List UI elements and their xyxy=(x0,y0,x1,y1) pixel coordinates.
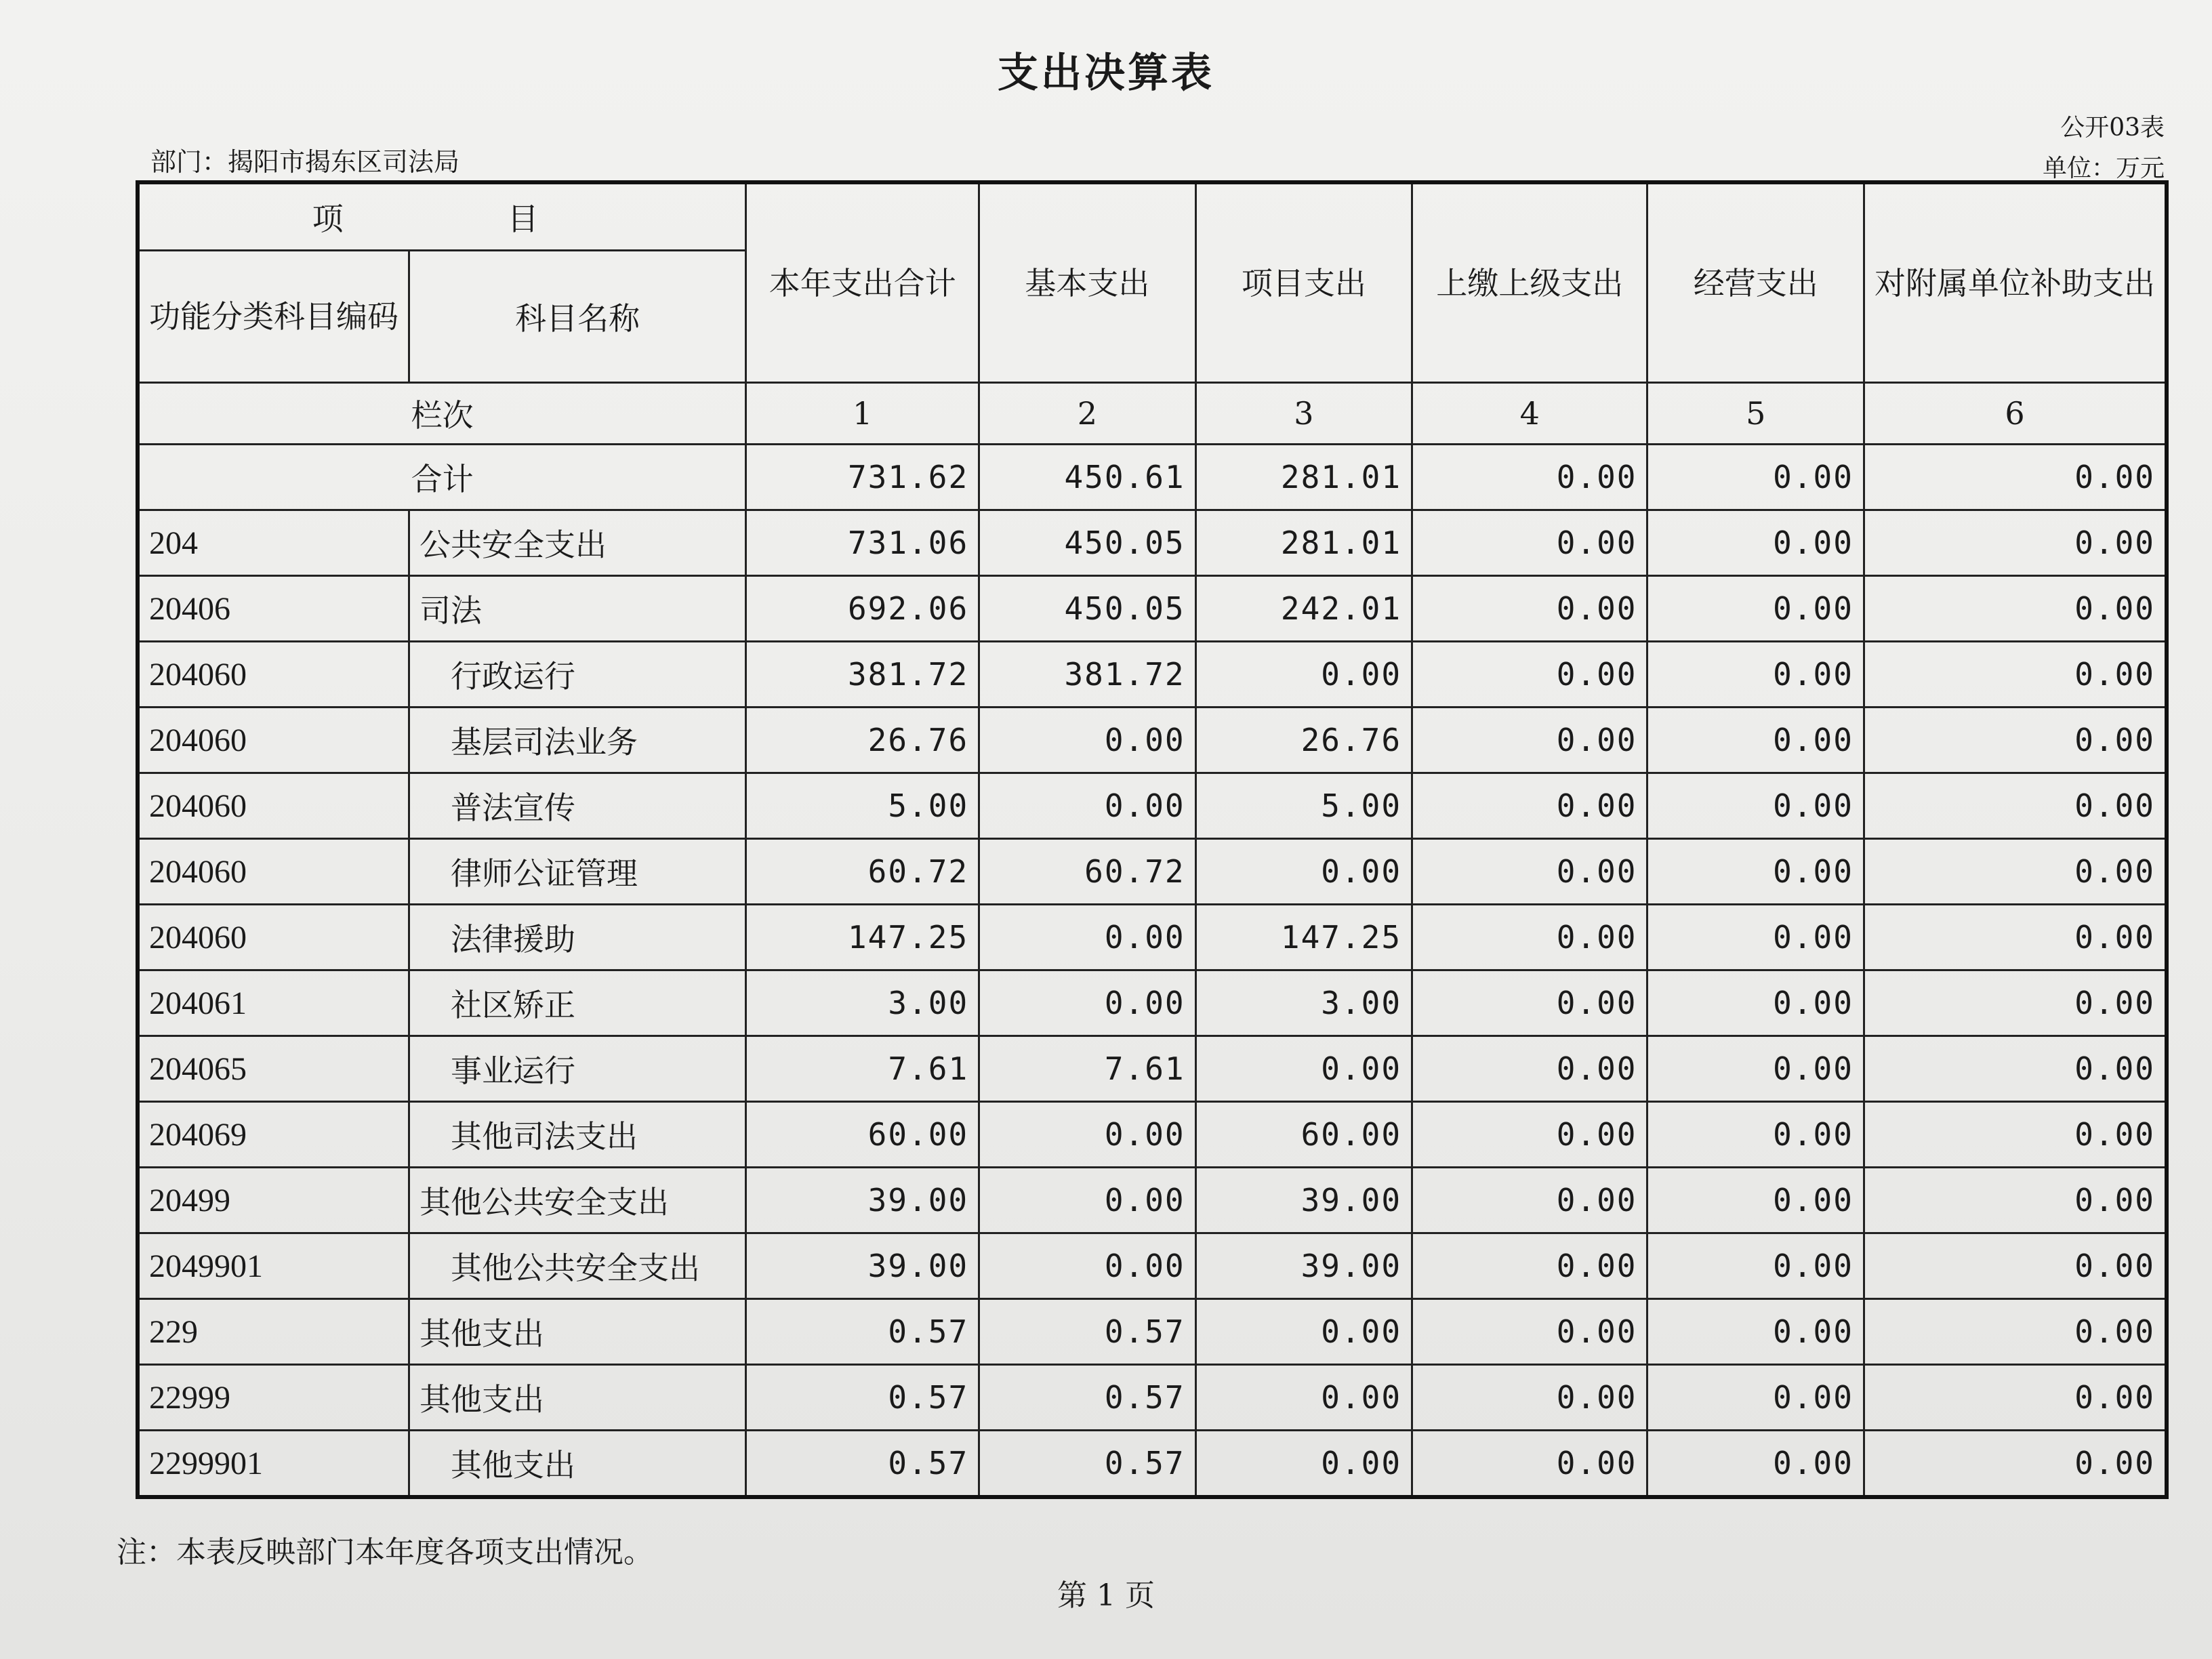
cell-subsidy-affiliates: 0.00 xyxy=(1864,1036,2167,1102)
cell-subsidy-affiliates: 0.00 xyxy=(1864,708,2167,773)
cell-remit-superior: 0.00 xyxy=(1412,905,1647,970)
table-row xyxy=(138,642,2167,708)
cell-subsidy-affiliates: 0.00 xyxy=(1864,510,2167,576)
row-name: 基层司法业务 xyxy=(409,708,746,773)
row-code: 204061 xyxy=(138,970,409,1036)
cell-subsidy-affiliates: 0.00 xyxy=(1864,1365,2167,1431)
cell-basic-expenditure: 0.57 xyxy=(979,1365,1195,1431)
cell-basic-expenditure: 381.72 xyxy=(979,642,1195,708)
row-name: 行政运行 xyxy=(409,642,746,708)
sequence-label: 栏次 xyxy=(138,383,746,445)
cell-remit-superior: 0.00 xyxy=(1412,1365,1647,1431)
row-name: 其他司法支出 xyxy=(409,1102,746,1168)
cell-project-expenditure: 281.01 xyxy=(1195,510,1412,576)
cell-subsidy-affiliates: 0.00 xyxy=(1864,1431,2167,1498)
cell-remit-superior: 0.00 xyxy=(1412,1102,1647,1168)
cell-operating-expenditure: 0.00 xyxy=(1647,1299,1864,1365)
expenditure-table xyxy=(136,180,2169,1499)
cell-operating-expenditure: 0.00 xyxy=(1647,839,1864,905)
cell-project-expenditure: 0.00 xyxy=(1195,839,1412,905)
table-row xyxy=(138,1299,2167,1365)
cell-total-expenditure: 3.00 xyxy=(746,970,979,1036)
total-label: 合计 xyxy=(138,445,746,510)
table-row xyxy=(138,1233,2167,1299)
cell-basic-expenditure: 0.00 xyxy=(979,708,1195,773)
cell-total-expenditure: 39.00 xyxy=(746,1233,979,1299)
cell-remit-superior: 0.00 xyxy=(1412,1233,1647,1299)
cell-remit-superior: 0.00 xyxy=(1412,1431,1647,1498)
cell-operating-expenditure: 0.00 xyxy=(1647,1365,1864,1431)
total-cell: 0.00 xyxy=(1412,445,1647,510)
cell-subsidy-affiliates: 0.00 xyxy=(1864,1168,2167,1233)
header-basic-expenditure: 基本支出 xyxy=(979,182,1195,383)
cell-operating-expenditure: 0.00 xyxy=(1647,1102,1864,1168)
header-project-expenditure: 项目支出 xyxy=(1195,182,1412,383)
cell-project-expenditure: 0.00 xyxy=(1195,1365,1412,1431)
cell-basic-expenditure: 0.57 xyxy=(979,1431,1195,1498)
cell-project-expenditure: 5.00 xyxy=(1195,773,1412,839)
cell-subsidy-affiliates: 0.00 xyxy=(1864,1233,2167,1299)
row-code: 204060 xyxy=(138,708,409,773)
sequence-cell: 1 xyxy=(746,383,979,445)
total-cell: 731.62 xyxy=(746,445,979,510)
form-number: 公开03表 xyxy=(2060,114,2165,142)
header-remit-superior: 上缴上级支出 xyxy=(1412,182,1647,383)
cell-operating-expenditure: 0.00 xyxy=(1647,576,1864,642)
cell-remit-superior: 0.00 xyxy=(1412,839,1647,905)
header-code: 功能分类科目编码 xyxy=(138,251,409,383)
row-name: 社区矫正 xyxy=(409,970,746,1036)
header-item: 项 目 xyxy=(138,182,746,251)
cell-remit-superior: 0.00 xyxy=(1412,1036,1647,1102)
row-name: 律师公证管理 xyxy=(409,839,746,905)
header-total-expenditure: 本年支出合计 xyxy=(746,182,979,383)
cell-project-expenditure: 3.00 xyxy=(1195,970,1412,1036)
footnote: 注：本表反映部门本年度各项支出情况。 xyxy=(117,1535,653,1570)
cell-basic-expenditure: 0.00 xyxy=(979,773,1195,839)
cell-total-expenditure: 60.72 xyxy=(746,839,979,905)
table-row xyxy=(138,1431,2167,1498)
row-code: 2049901 xyxy=(138,1233,409,1299)
cell-total-expenditure: 731.06 xyxy=(746,510,979,576)
row-name: 法律援助 xyxy=(409,905,746,970)
cell-basic-expenditure: 0.00 xyxy=(979,970,1195,1036)
cell-total-expenditure: 7.61 xyxy=(746,1036,979,1102)
row-name: 司法 xyxy=(409,576,746,642)
cell-subsidy-affiliates: 0.00 xyxy=(1864,1299,2167,1365)
sequence-cell: 4 xyxy=(1412,383,1647,445)
row-code: 204060 xyxy=(138,905,409,970)
cell-subsidy-affiliates: 0.00 xyxy=(1864,970,2167,1036)
cell-basic-expenditure: 0.00 xyxy=(979,1233,1195,1299)
cell-project-expenditure: 39.00 xyxy=(1195,1168,1412,1233)
row-code: 2299901 xyxy=(138,1431,409,1498)
row-code: 204060 xyxy=(138,773,409,839)
cell-total-expenditure: 0.57 xyxy=(746,1365,979,1431)
row-name: 事业运行 xyxy=(409,1036,746,1102)
cell-operating-expenditure: 0.00 xyxy=(1647,970,1864,1036)
cell-project-expenditure: 0.00 xyxy=(1195,1431,1412,1498)
header-subsidy-affiliates: 对附属单位补助支出 xyxy=(1864,182,2167,383)
table-row xyxy=(138,1365,2167,1431)
cell-operating-expenditure: 0.00 xyxy=(1647,642,1864,708)
cell-basic-expenditure: 0.57 xyxy=(979,1299,1195,1365)
row-code: 20499 xyxy=(138,1168,409,1233)
cell-total-expenditure: 26.76 xyxy=(746,708,979,773)
cell-operating-expenditure: 0.00 xyxy=(1647,905,1864,970)
cell-basic-expenditure: 450.05 xyxy=(979,576,1195,642)
total-cell: 0.00 xyxy=(1864,445,2167,510)
sequence-row xyxy=(138,383,2167,445)
cell-remit-superior: 0.00 xyxy=(1412,576,1647,642)
cell-project-expenditure: 242.01 xyxy=(1195,576,1412,642)
row-name: 其他支出 xyxy=(409,1365,746,1431)
cell-total-expenditure: 39.00 xyxy=(746,1168,979,1233)
cell-operating-expenditure: 0.00 xyxy=(1647,1168,1864,1233)
cell-total-expenditure: 381.72 xyxy=(746,642,979,708)
row-name: 其他支出 xyxy=(409,1299,746,1365)
total-cell: 0.00 xyxy=(1647,445,1864,510)
cell-total-expenditure: 692.06 xyxy=(746,576,979,642)
row-code: 204065 xyxy=(138,1036,409,1102)
table-row xyxy=(138,970,2167,1036)
cell-operating-expenditure: 0.00 xyxy=(1647,1233,1864,1299)
cell-project-expenditure: 0.00 xyxy=(1195,642,1412,708)
cell-project-expenditure: 60.00 xyxy=(1195,1102,1412,1168)
cell-remit-superior: 0.00 xyxy=(1412,1168,1647,1233)
cell-remit-superior: 0.00 xyxy=(1412,642,1647,708)
table-row xyxy=(138,773,2167,839)
row-code: 229 xyxy=(138,1299,409,1365)
row-code: 204060 xyxy=(138,642,409,708)
header-operating-expenditure: 经营支出 xyxy=(1647,182,1864,383)
cell-total-expenditure: 0.57 xyxy=(746,1299,979,1365)
page-title: 支出决算表 xyxy=(998,49,1214,97)
cell-total-expenditure: 147.25 xyxy=(746,905,979,970)
row-name: 其他公共安全支出 xyxy=(409,1233,746,1299)
table-row xyxy=(138,510,2167,576)
table-row xyxy=(138,576,2167,642)
table-row xyxy=(138,1102,2167,1168)
table-row xyxy=(138,1036,2167,1102)
row-name: 其他公共安全支出 xyxy=(409,1168,746,1233)
cell-project-expenditure: 0.00 xyxy=(1195,1299,1412,1365)
cell-remit-superior: 0.00 xyxy=(1412,970,1647,1036)
cell-basic-expenditure: 60.72 xyxy=(979,839,1195,905)
row-code: 204 xyxy=(138,510,409,576)
row-name: 普法宣传 xyxy=(409,773,746,839)
unit-label: 单位：万元 xyxy=(2042,155,2165,182)
cell-total-expenditure: 5.00 xyxy=(746,773,979,839)
row-code: 22999 xyxy=(138,1365,409,1431)
cell-subsidy-affiliates: 0.00 xyxy=(1864,576,2167,642)
cell-total-expenditure: 0.57 xyxy=(746,1431,979,1498)
cell-basic-expenditure: 7.61 xyxy=(979,1036,1195,1102)
row-code: 20406 xyxy=(138,576,409,642)
sequence-cell: 3 xyxy=(1195,383,1412,445)
total-row xyxy=(138,445,2167,510)
cell-remit-superior: 0.00 xyxy=(1412,773,1647,839)
cell-project-expenditure: 147.25 xyxy=(1195,905,1412,970)
cell-remit-superior: 0.00 xyxy=(1412,708,1647,773)
cell-basic-expenditure: 450.05 xyxy=(979,510,1195,576)
table-row xyxy=(138,708,2167,773)
cell-basic-expenditure: 0.00 xyxy=(979,1168,1195,1233)
cell-subsidy-affiliates: 0.00 xyxy=(1864,1102,2167,1168)
cell-basic-expenditure: 0.00 xyxy=(979,905,1195,970)
cell-project-expenditure: 26.76 xyxy=(1195,708,1412,773)
cell-operating-expenditure: 0.00 xyxy=(1647,510,1864,576)
cell-subsidy-affiliates: 0.00 xyxy=(1864,642,2167,708)
cell-subsidy-affiliates: 0.00 xyxy=(1864,773,2167,839)
sequence-cell: 5 xyxy=(1647,383,1864,445)
sequence-cell: 2 xyxy=(979,383,1195,445)
table-row xyxy=(138,1168,2167,1233)
page-number: 第 1 页 xyxy=(1057,1578,1155,1613)
cell-operating-expenditure: 0.00 xyxy=(1647,1431,1864,1498)
row-code: 204069 xyxy=(138,1102,409,1168)
cell-subsidy-affiliates: 0.00 xyxy=(1864,905,2167,970)
total-cell: 281.01 xyxy=(1195,445,1412,510)
cell-subsidy-affiliates: 0.00 xyxy=(1864,839,2167,905)
row-name: 其他支出 xyxy=(409,1431,746,1498)
cell-operating-expenditure: 0.00 xyxy=(1647,708,1864,773)
cell-operating-expenditure: 0.00 xyxy=(1647,773,1864,839)
cell-remit-superior: 0.00 xyxy=(1412,1299,1647,1365)
total-cell: 450.61 xyxy=(979,445,1195,510)
cell-project-expenditure: 0.00 xyxy=(1195,1036,1412,1102)
row-code: 204060 xyxy=(138,839,409,905)
sequence-cell: 6 xyxy=(1864,383,2167,445)
cell-basic-expenditure: 0.00 xyxy=(979,1102,1195,1168)
cell-operating-expenditure: 0.00 xyxy=(1647,1036,1864,1102)
cell-remit-superior: 0.00 xyxy=(1412,510,1647,576)
row-name: 公共安全支出 xyxy=(409,510,746,576)
cell-total-expenditure: 60.00 xyxy=(746,1102,979,1168)
table-row xyxy=(138,839,2167,905)
cell-project-expenditure: 39.00 xyxy=(1195,1233,1412,1299)
header-name: 科目名称 xyxy=(409,251,746,383)
department-label: 部门：揭阳市揭东区司法局 xyxy=(150,147,460,177)
table-row xyxy=(138,905,2167,970)
